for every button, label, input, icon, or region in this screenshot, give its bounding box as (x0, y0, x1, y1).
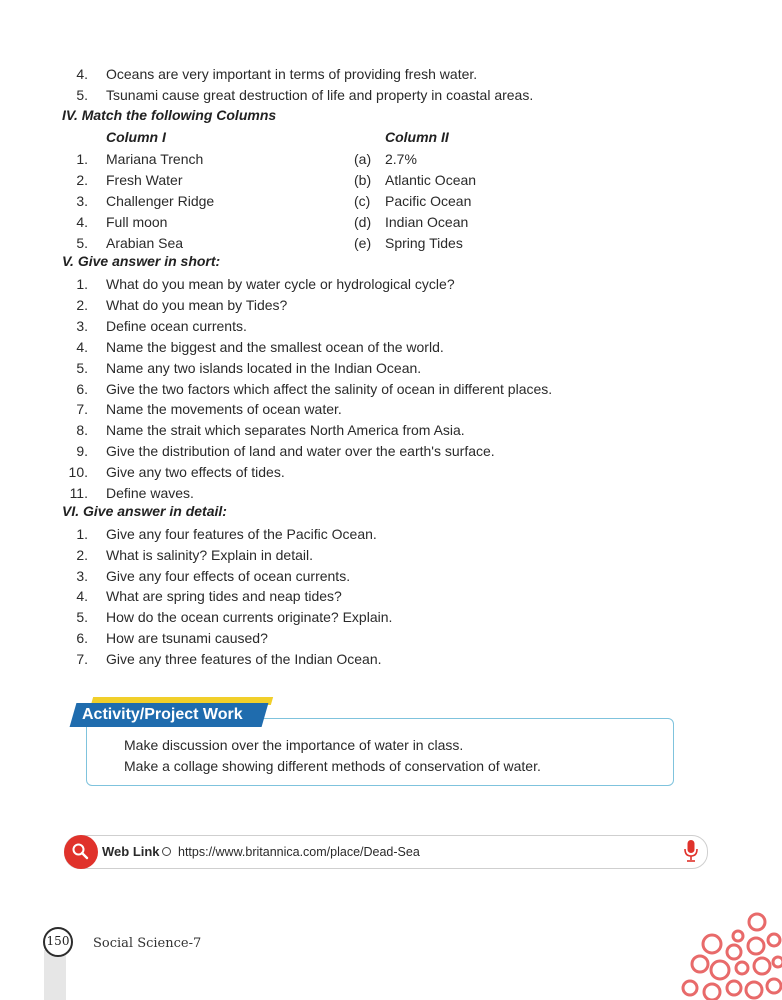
web-link-label: Web Link (102, 844, 160, 859)
item-number: 2. (76, 296, 88, 313)
item-text: Name the biggest and the smallest ocean of the world. (106, 338, 444, 355)
item-number: 3. (76, 193, 88, 209)
item-number: 7. (76, 650, 88, 667)
item-number: 10. (68, 464, 88, 481)
item-number: 6. (76, 630, 88, 646)
match-right-text: Indian Ocean (385, 214, 469, 230)
item-text: Give any four effects of ocean currents. (106, 567, 351, 584)
match-letter: (b) (354, 172, 372, 188)
match-left-text: Mariana Trench (106, 151, 204, 167)
item-text: Give the distribution of land and water over the earth's surface. (106, 443, 495, 460)
item-text: What are spring tides and neap tides? (106, 588, 342, 605)
match-right-text: 2.7% (385, 151, 417, 167)
web-link-url[interactable]: https://www.britannica.com/place/Dead-Sea (178, 845, 420, 859)
item-number: 6. (76, 380, 88, 397)
item-number: 4. (76, 338, 88, 355)
item-number: 5. (76, 235, 88, 251)
match-right-text: Atlantic Ocean (385, 172, 477, 188)
item-number: 5. (76, 359, 88, 376)
microphone-icon[interactable] (682, 839, 700, 863)
item-number: 4. (76, 214, 88, 230)
footer-strip (44, 950, 66, 1000)
section-heading-match: IV. Match the following Columns (62, 107, 277, 123)
match-left-text: Challenger Ridge (106, 193, 215, 209)
item-number: 1. (76, 276, 88, 292)
footer-title: Social Science-7 (93, 936, 202, 951)
item-text: Name the movements of ocean water. (106, 401, 342, 418)
item-number: 8. (76, 422, 88, 439)
section-heading-detail: VI. Give answer in detail: (62, 503, 227, 519)
item-number: 2. (76, 172, 88, 188)
match-letter: (d) (354, 214, 372, 230)
item-number: 4. (76, 588, 88, 605)
match-right-text: Pacific Ocean (385, 193, 472, 209)
activity-line: Make discussion over the importance of water in class. (124, 737, 464, 753)
item-number: 11. (69, 485, 88, 501)
section-heading-short: V. Give answer in short: (62, 253, 221, 269)
match-left-text: Arabian Sea (106, 235, 184, 251)
decorative-circles-icon (660, 900, 782, 1000)
item-text: How are tsunami caused? (106, 630, 268, 646)
item-text: What do you mean by Tides? (106, 296, 288, 313)
item-number: 3. (76, 567, 88, 584)
item-text: Give any three features of the Indian Ocean. (106, 650, 382, 667)
item-text: Give any four features of the Pacific Ocean. (106, 526, 377, 542)
item-text: What do you mean by water cycle or hydrological cycle? (106, 276, 455, 292)
item-number: 2. (76, 546, 88, 563)
column-1-heading: Column I (106, 129, 166, 145)
match-letter: (a) (354, 151, 372, 167)
item-number: 1. (76, 526, 88, 542)
item-number: 5. (76, 609, 88, 626)
item-text: Give any two effects of tides. (106, 464, 285, 481)
match-left-text: Full moon (106, 214, 168, 230)
item-text: Define waves. (106, 485, 194, 501)
activity-line: Make a collage showing different methods of conservation of water. (124, 758, 541, 774)
item-number: 9. (76, 443, 88, 460)
page-number: 150 (46, 934, 70, 948)
item-text: Name the strait which separates North America from Asia. (106, 422, 465, 439)
item-number: 7. (76, 401, 88, 418)
item-number: 1. (76, 151, 88, 167)
match-letter: (c) (354, 193, 371, 209)
search-icon[interactable] (64, 835, 98, 869)
match-left-text: Fresh Water (106, 172, 183, 188)
item-text: What is salinity? Explain in detail. (106, 546, 313, 563)
match-letter: (e) (354, 235, 372, 251)
activity-title: Activity/Project Work (82, 706, 243, 723)
bullet-ring-icon (162, 847, 171, 856)
item-number: 3. (76, 317, 88, 334)
item-text: Give the two factors which affect the salinity of ocean in different places. (106, 380, 553, 397)
item-text: Define ocean currents. (106, 317, 247, 334)
column-2-heading: Column II (385, 129, 449, 145)
match-right-text: Spring Tides (385, 235, 463, 251)
item-text: How do the ocean currents originate? Explain. (106, 609, 393, 626)
item-text: Name any two islands located in the Indian Ocean. (106, 359, 422, 376)
